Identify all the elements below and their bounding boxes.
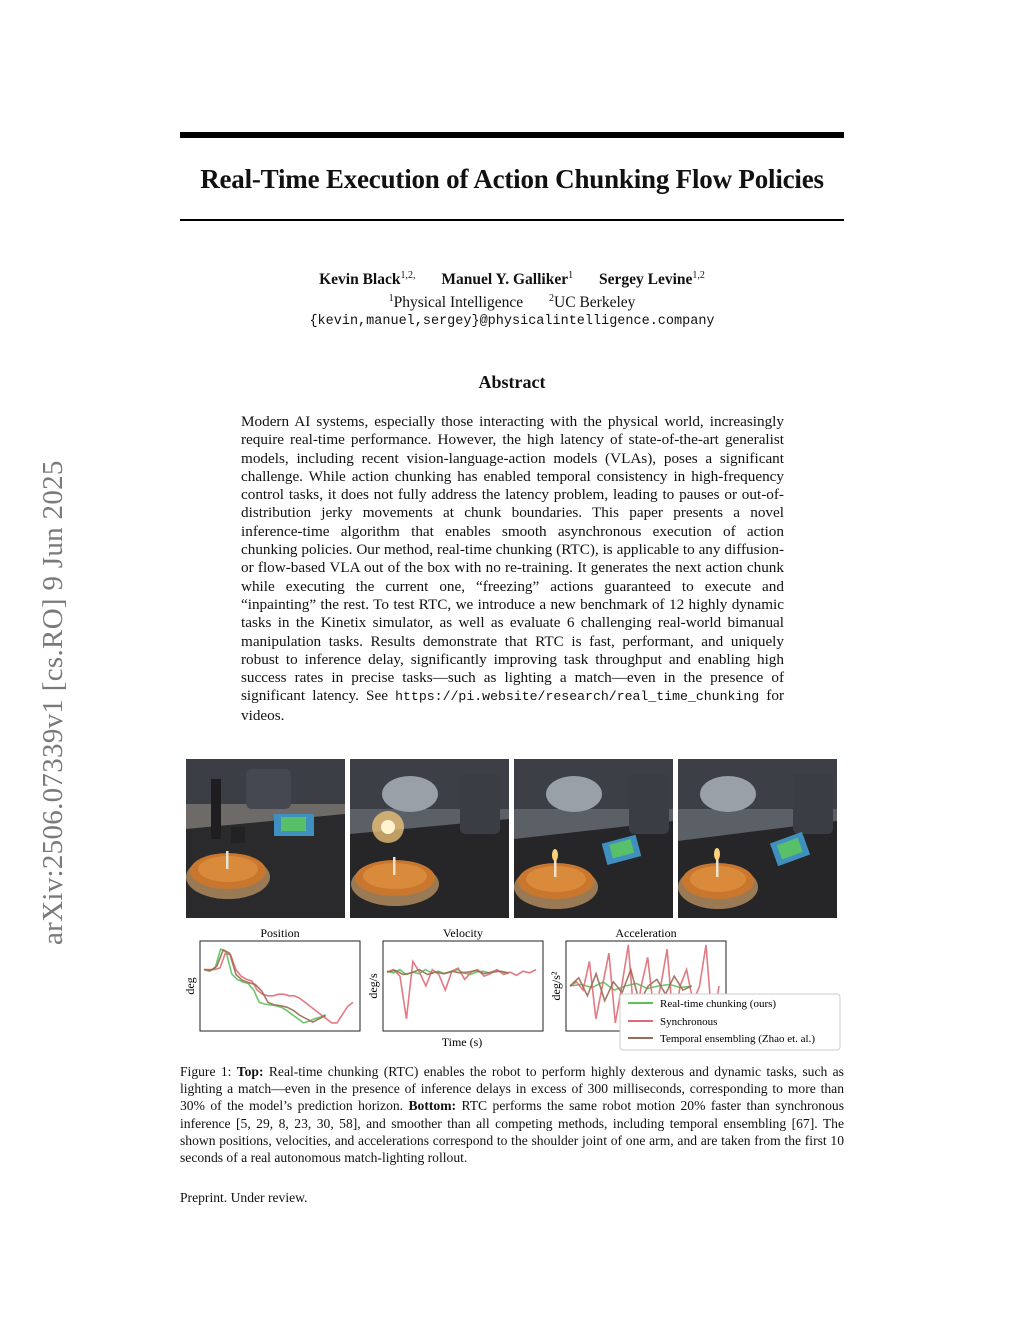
chart-ylabel-2: deg/s² [549, 971, 563, 1001]
abstract-text: Modern AI systems, especially those interacting with the physical world, increasingly require real-time performance. However, the high latency of state-of-the-art generalist models, including recent vision-language-action models (VLAs), poses a significant challenge. While action chunking has enabled temporal consistency in high-frequency control tasks, it does not fully address the latency problem, leading to pauses or out-of-distribution jerky movements at chunk boundaries. This paper presents a novel inference-time algorithm that enables smooth asynchronous execution of action chunking policies. Our method, real-time chunking (RTC), is applicable to any diffusion- or flow-based VLA out of the box with no re-training. It generates the next action chunk while executing the current one, “freezing” actions guaranteed to execute and “inpainting” the rest. To test RTC, we introduce a new benchmark of 12 highly dynamic tasks in the Kinetix simulator, as well as evaluate 6 challenging real-world bimanual manipulation tasks. Results demonstrate that RTC is fast, performant, and uniquely robust to inference delay, significantly improving task throughput and enabling high success rates in precise tasks—such as lighting a match—even in the presence of significant latency. See [241, 413, 784, 705]
motion-charts [180, 924, 844, 1054]
author-sup: 1,2, [400, 270, 416, 281]
chart-xlabel: Time (s) [441, 1035, 483, 1049]
author-block [180, 266, 844, 331]
preprint-footer: Preprint. Under review. [180, 1190, 308, 1205]
author-email: {kevin,manuel,sergey}@physicalintelligence.company [309, 314, 715, 330]
caption-bottom-text: RTC performs the same robot motion 20% faster than synchronous inference [5, 29, 8, 23, 30, 58], and smoother than all competing methods, including temporal ensembling [67]. The shown positions, velocities, and accelerations correspond to the shoulder joint of one arm, and are taken from the first 10 seconds of a real autonomous match-lighting rollout. [180, 1098, 844, 1166]
abstract-heading: Abstract [478, 372, 546, 392]
robot-photo-frame-3 [514, 759, 673, 918]
chart-ylabel-1: deg/s [366, 973, 380, 999]
author-name: Sergey Levine [598, 271, 693, 289]
legend-label-sync: Synchronous [660, 1016, 718, 1028]
legend-label-ensemble: Temporal ensembling (Zhao et. al.) [660, 1033, 816, 1045]
chart-title-0: Position [260, 926, 300, 940]
author-name: Kevin Black [319, 271, 401, 289]
chart-ylabel-0: deg [183, 977, 197, 995]
robot-photo-frame-1 [186, 759, 345, 918]
abstract-tail: for videos. [241, 687, 784, 724]
caption-top-bold: Top: [236, 1064, 264, 1079]
figure-photo-strip [186, 759, 838, 918]
chart-legend [620, 994, 840, 1050]
affiliation-sup: 1 [388, 293, 394, 305]
robot-photo-frame-2 [350, 759, 509, 918]
title-rule-top [180, 132, 844, 138]
chart-title-2: Acceleration [615, 926, 677, 940]
caption-bottom-bold: Bottom: [408, 1098, 457, 1114]
author-name: Manuel Y. Galliker [441, 271, 569, 289]
author-sup: 1,2 [692, 270, 705, 281]
affiliation-sup: 2 [549, 293, 555, 305]
abstract-link[interactable]: https://pi.website/research/real_time_chunking [395, 689, 760, 705]
arxiv-watermark: arXiv:2506.07339v1 [cs.RO] 9 Jun 2025 [37, 460, 69, 945]
affiliation-list [180, 289, 844, 312]
affiliation-name: Physical Intelligence [393, 294, 524, 312]
abstract-body [241, 413, 784, 725]
caption-top-text: Real-time chunking (RTC) enables the robot to perform highly dexterous and dynamic tasks, such as lighting a match—even in the presence of inference delays in excess of 300 milliseconds, corresponding to more than 30% of the model’s prediction horizon. [180, 1064, 844, 1114]
chart-title-1: Velocity [443, 926, 483, 940]
legend-label-rtc: Real-time chunking (ours) [660, 998, 777, 1010]
robot-photo-frame-4 [678, 759, 837, 918]
paper-title: Real-Time Execution of Action Chunking Flow Policies [200, 164, 824, 194]
title-rule-bottom [180, 219, 844, 221]
caption-label: Figure 1: [180, 1064, 237, 1079]
figure-caption [180, 1063, 844, 1166]
author-sup: 1 [568, 270, 574, 281]
author-list [180, 266, 844, 289]
affiliation-name: UC Berkeley [554, 294, 636, 312]
